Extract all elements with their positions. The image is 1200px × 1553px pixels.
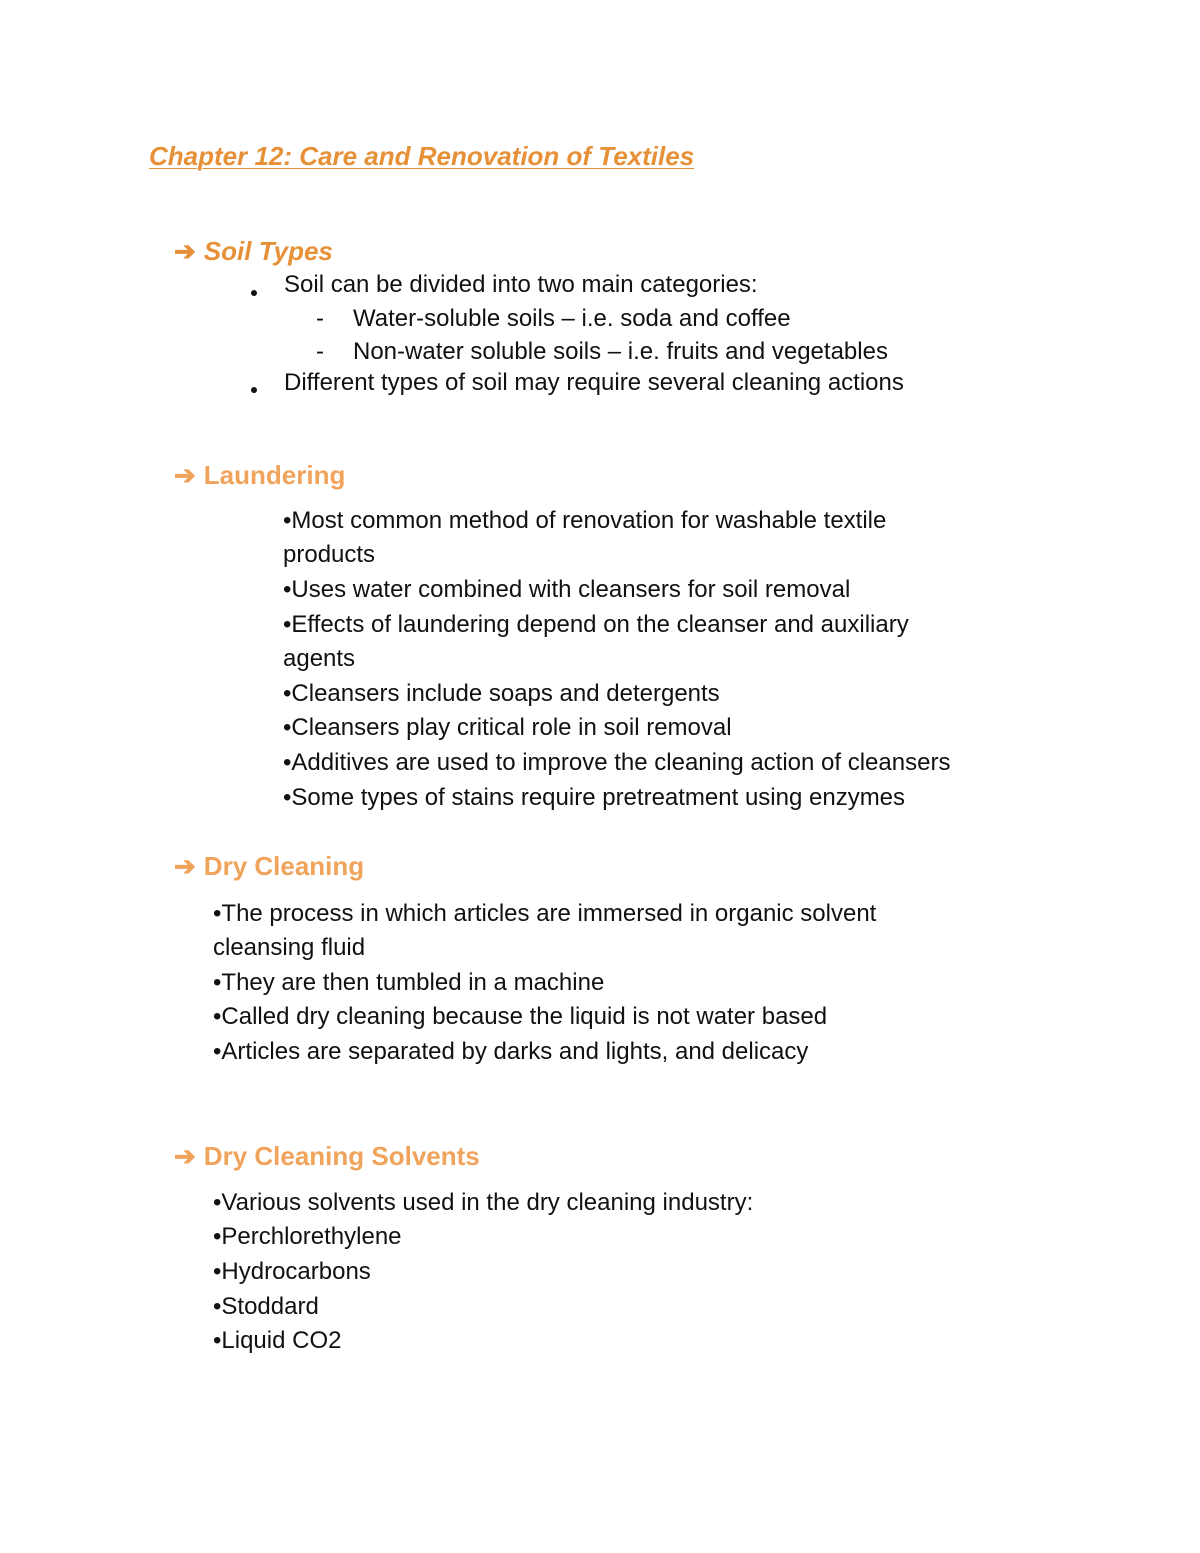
sub-list-item: Non-water soluble soils – i.e. fruits and vegetables: [353, 338, 888, 365]
arrow-icon: ➔: [174, 851, 196, 881]
section-heading-dry-cleaning: [174, 851, 364, 882]
section-heading-label: Dry Cleaning Solvents: [203, 1141, 480, 1171]
list-item: •They are then tumbled in a machine: [213, 969, 605, 996]
arrow-icon: ➔: [174, 1141, 196, 1171]
list-item: cleansing fluid: [213, 934, 366, 961]
arrow-icon: ➔: [174, 236, 196, 266]
list-item: •Called dry cleaning because the liquid is not water based: [213, 1003, 828, 1030]
list-item: •Cleansers play critical role in soil removal: [283, 714, 732, 741]
list-item: Different types of soil may require several cleaning actions: [284, 369, 904, 396]
list-item: •Uses water combined with cleansers for soil removal: [283, 576, 851, 603]
list-item: •Liquid CO2: [213, 1327, 342, 1354]
bullet-dot: [251, 290, 257, 296]
list-item: •Most common method of renovation for washable textile: [283, 507, 887, 534]
section-heading-label: Soil Types: [203, 236, 333, 266]
arrow-icon: ➔: [174, 460, 196, 490]
list-item: •Additives are used to improve the cleaning action of cleansers: [283, 749, 951, 776]
page-title: Chapter 12: Care and Renovation of Textiles: [149, 141, 695, 171]
list-item: •Cleansers include soaps and detergents: [283, 680, 720, 707]
sub-list-item: Water-soluble soils – i.e. soda and coffee: [353, 305, 791, 332]
list-item: •Various solvents used in the dry cleaning industry:: [213, 1189, 754, 1216]
list-item: •Some types of stains require pretreatment using enzymes: [283, 784, 906, 811]
section-heading-soil-types: [174, 236, 333, 267]
bullet-dot: [251, 387, 257, 393]
list-item: •The process in which articles are immersed in organic solvent: [213, 900, 877, 927]
list-item: products: [283, 541, 376, 568]
list-item: agents: [283, 645, 356, 672]
list-item: •Hydrocarbons: [213, 1258, 371, 1285]
dash-marker: -: [316, 305, 324, 332]
section-heading-dry-cleaning-solvents: [174, 1141, 480, 1172]
section-heading-laundering: [174, 460, 345, 491]
list-item: •Articles are separated by darks and lights, and delicacy: [213, 1038, 809, 1065]
dash-marker: -: [316, 338, 324, 365]
list-item: Soil can be divided into two main categories:: [284, 271, 758, 298]
list-item: •Perchlorethylene: [213, 1223, 402, 1250]
section-heading-label: Dry Cleaning: [203, 851, 365, 881]
section-heading-label: Laundering: [203, 460, 346, 490]
list-item: •Stoddard: [213, 1293, 319, 1320]
list-item: •Effects of laundering depend on the cleanser and auxiliary: [283, 611, 909, 638]
